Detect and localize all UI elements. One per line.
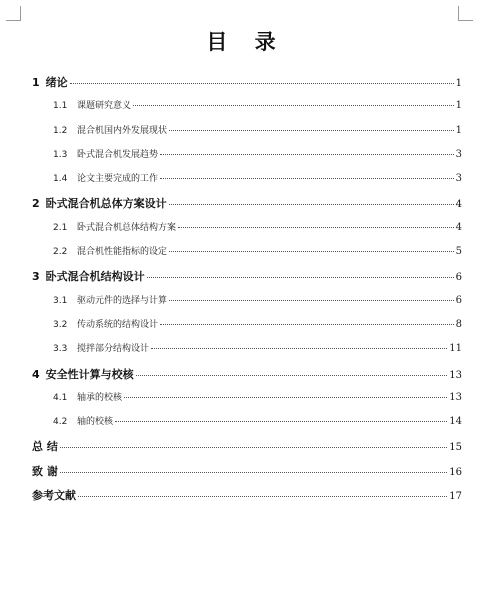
toc-entry-label: 驱动元件的选择与计算 xyxy=(77,295,168,306)
toc-page-number: 14 xyxy=(449,416,462,428)
toc-page-number: 5 xyxy=(455,246,462,258)
toc-entry-label: 论文主要完成的工作 xyxy=(77,174,159,185)
toc-entry[interactable] xyxy=(32,438,462,462)
crop-mark-top-right xyxy=(458,6,473,21)
toc-entry-label: 卧式混合机结构设计 xyxy=(45,270,145,284)
toc-entry[interactable] xyxy=(32,268,462,292)
toc-dot-leader xyxy=(124,397,447,398)
toc-entry[interactable] xyxy=(32,487,462,511)
toc-entry[interactable] xyxy=(32,390,462,414)
toc-title: 目 录 xyxy=(206,30,286,54)
toc-entry[interactable] xyxy=(32,293,462,317)
toc-page-number: 3 xyxy=(455,148,462,160)
toc-entry-label: 混合机国内外发展现状 xyxy=(77,125,168,136)
toc-entry-number: 4.1 xyxy=(53,392,68,403)
toc-entry[interactable] xyxy=(32,220,462,244)
toc-entry[interactable] xyxy=(32,171,462,195)
toc-entry[interactable] xyxy=(32,74,462,98)
toc-entry-number: 4 xyxy=(32,367,40,381)
toc-entry-number: 2 xyxy=(32,197,40,211)
toc-entry-label: 安全性计算与校核 xyxy=(45,367,134,381)
toc-page-number: 13 xyxy=(449,369,462,381)
toc-entry-number: 1.4 xyxy=(53,174,68,185)
toc-page-number: 17 xyxy=(449,491,462,503)
toc-entry-label: 搅拌部分结构设计 xyxy=(77,344,150,355)
toc-dot-leader xyxy=(169,251,454,252)
toc-page-number: 6 xyxy=(455,294,462,306)
toc-entry-number: 3 xyxy=(32,270,40,284)
toc-entry-number: 1.2 xyxy=(53,125,68,136)
toc-entry-number: 4.2 xyxy=(53,417,68,428)
toc-entry[interactable] xyxy=(32,414,462,438)
toc-entry[interactable] xyxy=(32,244,462,268)
toc-page-number: 13 xyxy=(449,391,462,403)
toc-dot-leader xyxy=(160,178,454,179)
toc-entry-label: 课题研究意义 xyxy=(77,101,132,112)
toc-page-number: 16 xyxy=(449,466,462,478)
toc-page-number: 3 xyxy=(455,173,462,185)
toc-entry-label: 卧式混合机总体结构方案 xyxy=(77,222,177,233)
toc-entry[interactable] xyxy=(32,317,462,341)
toc-entry-label: 轴的校核 xyxy=(77,417,114,428)
toc-page-number: 11 xyxy=(449,343,462,355)
crop-mark-top-left xyxy=(6,6,21,21)
toc-dot-leader xyxy=(160,154,454,155)
toc-entry[interactable] xyxy=(32,366,462,390)
toc-entry-number: 3.3 xyxy=(53,344,68,355)
toc-entry-number: 2.2 xyxy=(53,247,68,258)
toc-page-number: 6 xyxy=(455,272,462,284)
toc-entry-label: 总 结 xyxy=(32,440,58,454)
toc-page-number: 1 xyxy=(455,78,462,89)
toc-entry-number: 1.1 xyxy=(53,101,68,112)
toc-entry-label: 卧式混合机发展趋势 xyxy=(77,149,159,160)
toc-entry-label: 卧式混合机总体方案设计 xyxy=(45,197,167,211)
toc-dot-leader xyxy=(178,227,454,228)
toc-entry[interactable] xyxy=(32,123,462,147)
toc-dot-leader xyxy=(133,105,454,106)
toc-entry[interactable] xyxy=(32,341,462,365)
toc-entry-label: 致 谢 xyxy=(32,464,58,478)
toc-page-number: 4 xyxy=(455,221,462,233)
toc-page-number: 1 xyxy=(455,100,462,112)
toc-entry-number: 2.1 xyxy=(53,222,68,233)
toc-dot-leader xyxy=(115,421,447,422)
toc-entry-label: 传动系统的结构设计 xyxy=(77,319,159,330)
toc-dot-leader xyxy=(147,277,454,278)
toc-page-number: 15 xyxy=(449,442,462,454)
toc-entry[interactable] xyxy=(32,147,462,171)
toc-dot-leader xyxy=(151,348,447,349)
toc-entry-number: 1.3 xyxy=(53,149,68,160)
toc-entry-number: 3.2 xyxy=(53,319,68,330)
toc-dot-leader xyxy=(60,472,447,473)
toc-entry-label: 绪论 xyxy=(45,76,68,89)
toc-entry-number: 1 xyxy=(32,76,40,89)
toc-dot-leader xyxy=(136,375,448,376)
toc-entry-label: 参考文献 xyxy=(32,489,76,503)
toc-entry-label: 混合机性能指标的设定 xyxy=(77,247,168,258)
toc-dot-leader xyxy=(160,324,454,325)
toc-page-number: 4 xyxy=(455,199,462,211)
toc-page-number: 8 xyxy=(455,318,462,330)
toc-entry-number: 3.1 xyxy=(53,295,68,306)
toc-dot-leader xyxy=(169,204,454,205)
toc-entry[interactable] xyxy=(32,195,462,219)
toc-dot-leader xyxy=(60,447,447,448)
toc-dot-leader xyxy=(78,496,447,497)
toc-dot-leader xyxy=(70,83,454,84)
toc-entry[interactable] xyxy=(32,98,462,122)
toc-entry[interactable] xyxy=(32,463,462,487)
toc-entry-label: 轴承的校核 xyxy=(77,392,123,403)
table-of-contents xyxy=(32,74,462,511)
toc-page-number: 1 xyxy=(455,124,462,136)
toc-dot-leader xyxy=(169,300,454,301)
toc-dot-leader xyxy=(169,130,454,131)
